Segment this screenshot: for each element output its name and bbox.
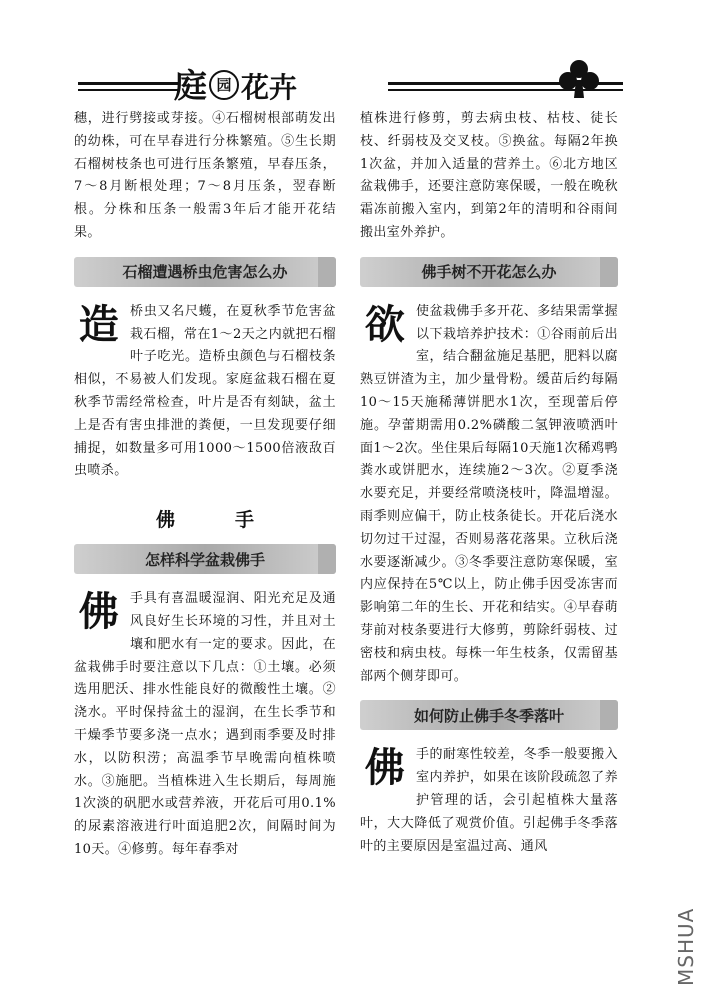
body-paragraph: 植株进行修剪，剪去病虫枝、枯枝、徒长枝、纤弱枝及交叉枝。⑤换盆。每隔2年换1次盆，并加入适量的营养土。⑥北方地区盆栽佛手，还要注意防寒保暖，一般在晚秋霜冻前搬入室内，到第2年的清明和谷雨间搬出室外养护。 (360, 111, 618, 240)
club-icon (557, 58, 601, 102)
watermark (672, 884, 700, 988)
paragraph-text: 桥虫又名尺蠖，在夏秋季节危害盆栽石榴，常在1～2天之内就把石榴叶子吃光。造桥虫颜色与石榴枝条相似，不易被人们发现。家庭盆栽石榴在夏秋季节需经常检查，叶片是否有刻缺，盆土上是否有害虫排泄的粪便，一旦发现要仔细捕捉，如数量多可用1000～1500倍液敌百虫喷杀。 (74, 303, 336, 479)
section-banner (360, 257, 618, 287)
section-banner (74, 257, 336, 287)
section-heading: 佛手 (155, 509, 314, 532)
section-banner (360, 700, 618, 730)
body-paragraph: 穗，进行劈接或芽接。④石榴树根部萌发出的幼株，可在早春进行分株繁殖。⑤生长期石榴树枝条也可进行压条繁殖，早春压条，7～8月断根处理；7～8月压条，翌春断根。分株和压条一般需3年后才能开花结果。 (74, 111, 336, 240)
body-paragraph (360, 301, 618, 689)
drop-cap: 佛 (364, 745, 406, 792)
banner-title: 如何防止佛手冬季落叶 (413, 706, 564, 725)
drop-cap: 造 (78, 301, 120, 348)
drop-cap: 欲 (364, 301, 406, 348)
right-column (360, 108, 618, 858)
header-rule (78, 89, 178, 91)
page-header (78, 60, 618, 108)
header-title-circled-char: 园 (209, 70, 239, 100)
paragraph-text: 手具有喜温暖湿润、阳光充足及通风良好生长环境的习性，并且对土壤和肥水有一定的要求。因此，在盆栽佛手时要注意以下几点：①土壤。必须选用肥沃、排水性能良好的微酸性土壤。②浇水。平时保持盆土的湿润，在生长季节和干燥季节要多浇一点水；遇到雨季要及时排水，以防积涝；高温季节早晚需向植株喷水。③施肥。当植株进入生长期后，每周施1次淡的矾肥水或营养液，开花后可用0.1%的尿素溶液进行叶面追肥2次，间隔时间为10天。④修剪。每年春季对 (74, 591, 336, 857)
body-paragraph (360, 744, 618, 858)
drop-cap: 佛 (78, 589, 120, 636)
header-title-rest: 花卉 (241, 71, 298, 104)
banner-title: 石榴遭遇桥虫危害怎么办 (122, 263, 288, 282)
body-paragraph (74, 301, 336, 483)
header-title (174, 60, 389, 106)
banner-title: 佛手树不开花怎么办 (421, 263, 557, 282)
body-paragraph (74, 588, 336, 862)
watermark-text: MSHUA (674, 907, 698, 986)
paragraph-text: 使盆栽佛手多开花、多结果需掌握以下栽培养护技术：①谷雨前后出室，结合翻盆施足基肥，肥料以腐熟豆饼渣为主，加少量骨粉。缓苗后约每隔10～15天施稀薄饼肥水1次，至现蕾后停施。孕蕾期需用0.2%磷酸二氢钾液喷洒叶面1～2次。坐住果后每隔10天施1次稀鸡鸭粪水或饼肥水，连续施2～3次。②夏季浇水要充足，并要经常喷浇枝叶，降温增湿。雨季则应偏干，防止枝条徒长。开花后浇水切勿过干过湿，否则易落花落果。立秋后浇水要逐渐减少。③冬季要注意防寒保暖，室内应保持在5℃以上，防止佛手因受冻害而影响第二年的生长、开花和结实。④早春萌芽前对枝条要进行大修剪，剪除纤弱枝、过密枝和病虫枝。每株一年生枝条，仅需留基部两个侧芽即可。 (360, 303, 618, 684)
header-rule (78, 82, 178, 85)
banner-title: 怎样科学盆栽佛手 (144, 550, 265, 569)
section-banner (74, 544, 336, 574)
left-column (74, 108, 336, 862)
header-title-char: 庭 (174, 66, 207, 105)
paragraph-text: 手的耐寒性较差，冬季一般要搬入室内养护，如果在该阶段疏忽了养护管理的话，会引起植株大量落叶，大大降低了观赏价值。引起佛手冬季落叶的主要原因是室温过高、通风 (360, 747, 618, 854)
